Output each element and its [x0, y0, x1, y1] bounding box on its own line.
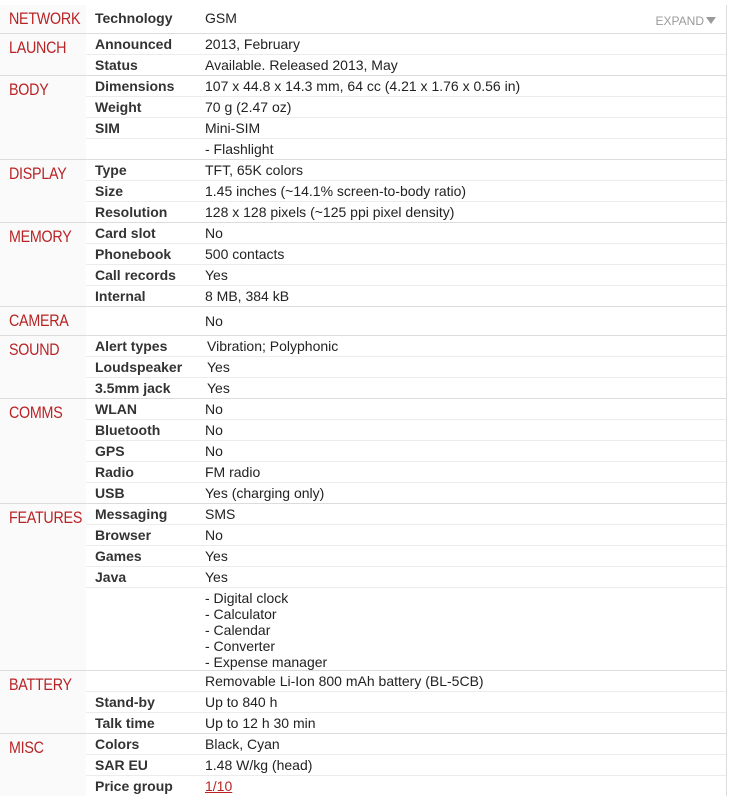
spec-value: SMS: [205, 506, 236, 522]
spec-value: Removable Li-Ion 800 mAh battery (BL-5CB): [205, 673, 484, 689]
spec-row-sar: [86, 754, 726, 775]
spec-value: No: [205, 422, 223, 438]
spec-value: 70 g (2.47 oz): [205, 99, 292, 115]
spec-row-camera: [86, 307, 726, 335]
spec-row-extras: [86, 587, 726, 670]
spec-label: Card slot: [95, 225, 156, 241]
spec-label: Call records: [95, 267, 176, 283]
section-misc: [0, 733, 726, 796]
spec-row-java: [86, 566, 726, 587]
spec-value: TFT, 65K colors: [205, 162, 304, 178]
spec-label: Java: [95, 569, 127, 585]
category-label: MISC: [9, 738, 44, 757]
category-label: CAMERA: [9, 311, 69, 330]
spec-label: Loudspeaker: [95, 359, 183, 375]
category-label: MEMORY: [9, 227, 72, 246]
spec-label: Announced: [95, 36, 172, 52]
category-camera: [0, 307, 86, 335]
spec-row-messaging: [86, 504, 726, 524]
caret-down-icon: [706, 17, 716, 24]
spec-value: GSM: [205, 10, 237, 26]
section-comms: [0, 398, 726, 503]
specs-table: [0, 5, 727, 796]
spec-row-browser: [86, 524, 726, 545]
spec-label: Type: [95, 162, 127, 178]
category-label: BATTERY: [9, 675, 72, 694]
spec-row-announced: [86, 34, 726, 54]
spec-value: Yes: [207, 380, 230, 396]
spec-row-dimensions: [86, 76, 726, 96]
spec-value: 1.45 inches (~14.1% screen-to-body ratio): [205, 183, 467, 199]
section-battery: [0, 670, 726, 733]
spec-value: 500 contacts: [205, 246, 285, 262]
spec-row-alert-types: [86, 336, 726, 356]
category-label: LAUNCH: [9, 38, 67, 57]
spec-value: Yes: [207, 359, 230, 375]
spec-row-battery-type: [86, 671, 726, 691]
spec-row-standby: [86, 691, 726, 712]
spec-row-call-records: [86, 264, 726, 285]
spec-row-sim: [86, 117, 726, 138]
spec-value: Yes: [205, 569, 228, 585]
expand-button[interactable]: [656, 8, 716, 35]
spec-value: Vibration; Polyphonic: [207, 338, 339, 354]
spec-value: 128 x 128 pixels (~125 ppi pixel density): [205, 204, 455, 220]
spec-label: Dimensions: [95, 78, 175, 94]
spec-row-internal: [86, 285, 726, 306]
spec-row-type: [86, 160, 726, 180]
spec-row-wlan: [86, 399, 726, 419]
spec-value: - Flashlight: [205, 141, 274, 157]
spec-row-gps: [86, 440, 726, 461]
spec-label: Size: [95, 183, 124, 199]
category-body: [0, 76, 86, 159]
spec-value: Up to 12 h 30 min: [205, 715, 316, 731]
spec-label: USB: [95, 485, 125, 501]
category-misc: [0, 734, 86, 796]
spec-label: Technology: [95, 10, 173, 26]
spec-label: [86, 671, 204, 691]
section-display: [0, 159, 726, 222]
section-features: [0, 503, 726, 670]
spec-value: 107 x 44.8 x 14.3 mm, 64 cc (4.21 x 1.76 x 0.56 in): [205, 78, 521, 94]
section-sound: [0, 335, 726, 398]
spec-value: [204, 590, 726, 670]
spec-label: Resolution: [95, 204, 168, 220]
spec-row-status: [86, 54, 726, 75]
category-display: [0, 160, 86, 222]
spec-label: Browser: [95, 527, 152, 543]
category-label: DISPLAY: [9, 164, 67, 183]
feature-item: - Converter: [205, 638, 276, 654]
spec-label: [86, 139, 204, 159]
spec-value: Up to 840 h: [205, 694, 278, 710]
category-label: SOUND: [9, 340, 60, 359]
category-sound: [0, 336, 86, 398]
spec-value: No: [205, 443, 223, 459]
spec-row-usb: [86, 482, 726, 503]
spec-row-games: [86, 545, 726, 566]
spec-value: Yes (charging only): [205, 485, 325, 501]
spec-value: 1.48 W/kg (head): [205, 757, 313, 773]
spec-value: Black, Cyan: [205, 736, 280, 752]
feature-item: - Digital clock: [205, 590, 289, 606]
spec-label: WLAN: [95, 401, 137, 417]
feature-item: - Calendar: [205, 622, 271, 638]
section-camera: [0, 306, 726, 335]
section-network: [0, 5, 726, 33]
section-body: [0, 75, 726, 159]
category-network: [0, 5, 86, 33]
category-battery: [0, 671, 86, 733]
section-memory: [0, 222, 726, 306]
spec-label: Radio: [95, 464, 134, 480]
spec-row-extra: [86, 138, 726, 159]
spec-label: [86, 307, 204, 335]
spec-label: SIM: [95, 120, 120, 136]
section-launch: [0, 33, 726, 75]
spec-value: No: [205, 225, 223, 241]
spec-label: Price group: [95, 778, 173, 794]
spec-row-card-slot: [86, 223, 726, 243]
feature-item: - Expense manager: [205, 654, 328, 670]
category-label: FEATURES: [9, 508, 83, 527]
spec-label: Colors: [95, 736, 140, 752]
spec-label: Weight: [95, 99, 142, 115]
category-comms: [0, 399, 86, 503]
spec-label: Internal: [95, 288, 146, 304]
spec-row-colors: [86, 734, 726, 754]
spec-value: No: [205, 401, 223, 417]
spec-value: 2013, February: [205, 36, 300, 52]
spec-label: Bluetooth: [95, 422, 161, 438]
spec-row-resolution: [86, 201, 726, 222]
spec-row-price-group: [86, 775, 726, 796]
category-launch: [0, 34, 86, 75]
spec-label: Alert types: [95, 338, 168, 354]
spec-label: 3.5mm jack: [95, 380, 171, 396]
spec-row-loudspeaker: [86, 356, 726, 377]
spec-row-weight: [86, 96, 726, 117]
spec-row-radio: [86, 461, 726, 482]
category-memory: [0, 223, 86, 306]
spec-value: No: [205, 527, 223, 543]
expand-label: EXPAND: [655, 14, 704, 28]
spec-value: 8 MB, 384 kB: [205, 288, 290, 304]
spec-value: Mini-SIM: [205, 120, 261, 136]
spec-row-size: [86, 180, 726, 201]
spec-label: Status: [95, 57, 138, 73]
category-label: COMMS: [9, 403, 63, 422]
spec-value: Yes: [205, 548, 228, 564]
spec-row-technology: [86, 5, 726, 32]
spec-label: Games: [95, 548, 142, 564]
category-label: NETWORK: [9, 9, 81, 28]
spec-row-bluetooth: [86, 419, 726, 440]
category-label: BODY: [9, 80, 49, 99]
spec-label: GPS: [95, 443, 125, 459]
spec-value: Yes: [205, 267, 228, 283]
spec-row-talk-time: [86, 712, 726, 733]
feature-item: - Calculator: [205, 606, 277, 622]
spec-value: Available. Released 2013, May: [205, 57, 398, 73]
spec-row-jack: [86, 377, 726, 398]
spec-value: FM radio: [205, 464, 261, 480]
spec-row-phonebook: [86, 243, 726, 264]
spec-label: Stand-by: [95, 694, 155, 710]
spec-label: SAR EU: [95, 757, 148, 773]
spec-label: Talk time: [95, 715, 155, 731]
price-group-link[interactable]: 1/10: [205, 778, 233, 794]
spec-value: No: [205, 313, 223, 329]
spec-label: Phonebook: [95, 246, 172, 262]
category-features: [0, 504, 86, 670]
spec-label: Messaging: [95, 506, 168, 522]
